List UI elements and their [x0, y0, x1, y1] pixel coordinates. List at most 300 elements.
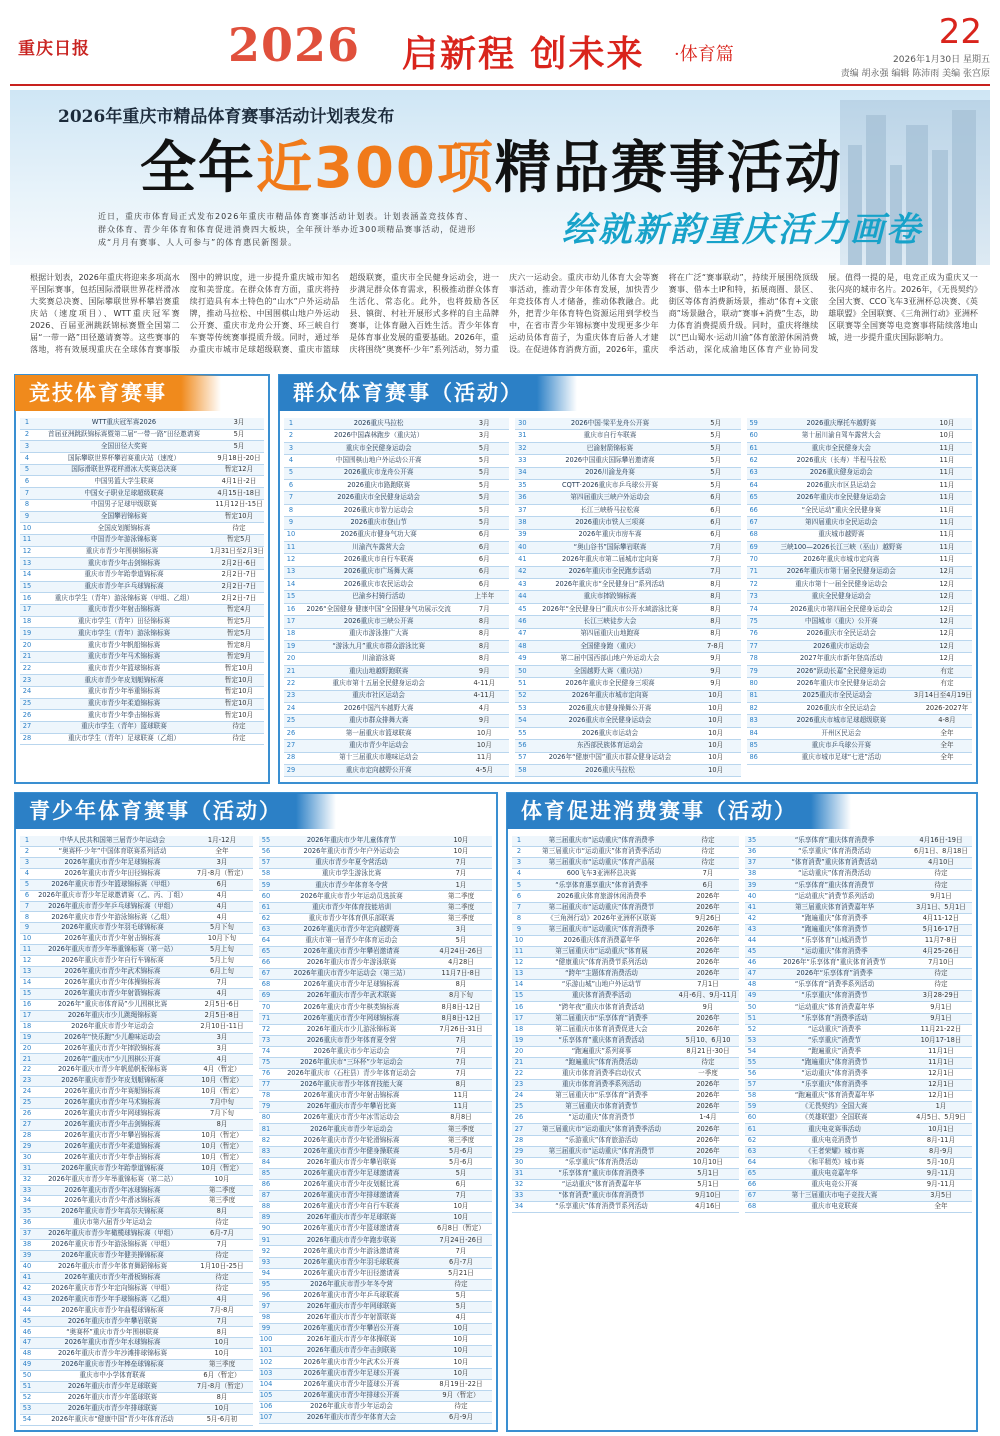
row-number: 74 [261, 1046, 271, 1055]
event-name: 2026年重庆市青少年攀岩公开赛 [303, 1324, 400, 1333]
row-number: 50 [22, 1371, 32, 1380]
table-row [259, 925, 492, 936]
table-row [512, 980, 739, 991]
event-name: 2026年重庆市青少年武术公开赛 [303, 1357, 400, 1366]
table-row [512, 1036, 739, 1047]
event-date: 10月（暂定） [201, 1130, 243, 1139]
event-date: 4-5月 [475, 765, 494, 774]
row-number: 27 [514, 1124, 524, 1133]
event-date: 10月 [453, 1335, 469, 1344]
event-date: 9月 [478, 666, 490, 675]
table-row [284, 691, 509, 703]
event-date: 暂定5月 [227, 535, 251, 544]
table-row [20, 902, 253, 913]
event-name: 2026重庆市区县运动会 [806, 480, 877, 489]
event-name: 重庆体育消费季活动 [571, 991, 632, 1000]
event-name: 2026重庆马拉松 [585, 765, 635, 774]
table-row [745, 1180, 972, 1191]
row-number: 52 [518, 691, 527, 700]
event-date: 7月-8月（暂定） [196, 1382, 248, 1391]
event-name: 2026年重庆市青少年网球联赛 [306, 1302, 397, 1311]
table-row [745, 958, 972, 969]
row-number: 47 [518, 629, 527, 638]
event-date: 12月 [939, 604, 955, 613]
event-name: 2026年重庆市青少年攀岩联赛 [306, 1157, 397, 1166]
event-date: 5月 [710, 468, 722, 477]
row-number: 8 [288, 505, 294, 514]
row-number: 34 [518, 468, 527, 477]
table-row [512, 880, 739, 891]
row-number: 38 [747, 869, 757, 878]
event-name: 全国皮划艇锦标赛 [97, 523, 151, 532]
event-name: 重庆市学生（青年）游泳锦标赛 [77, 628, 171, 637]
table-row [745, 1091, 972, 1102]
event-name: 2026年重庆市青少年游泳邀请赛 [303, 1246, 400, 1255]
event-name: 国际攀联世界杯攀岩赛重庆站（速度） [67, 453, 181, 462]
event-date: 第三季度 [447, 1135, 475, 1144]
event-name: 2026年重庆市青少年运动会 [310, 1401, 393, 1410]
table-row [747, 579, 972, 591]
event-name: 2026年重庆市青少年柔道锦标赛 [64, 1141, 161, 1150]
event-date: 2026年 [696, 1080, 720, 1089]
event-date: 8月 [455, 1080, 467, 1089]
event-date: 全年 [934, 1202, 948, 1211]
event-name: 中国青少年游泳锦标赛 [91, 535, 157, 544]
event-date: 5月上旬 [210, 956, 234, 965]
row-number: 56 [261, 847, 271, 856]
row-number: 4 [516, 869, 522, 878]
event-date: 1月10日-25日 [200, 1262, 244, 1271]
event-date: 2月2日-7日 [221, 593, 257, 602]
table-row [259, 1369, 492, 1380]
event-date: 9月-11月 [926, 1168, 956, 1177]
event-name: 重庆市群众排舞大赛 [348, 716, 409, 725]
event-name: 2026中国汽车越野大赛 [343, 703, 414, 712]
row-number: 25 [514, 1102, 524, 1111]
event-name: 2026年“乐享体育”消费季 [796, 969, 873, 978]
row-number: 83 [261, 1146, 271, 1155]
event-name: 东西部民族体育运动会 [577, 740, 643, 749]
event-date: 11月 [939, 530, 955, 539]
event-date: 10月1日 [928, 1124, 954, 1133]
table-row [259, 1091, 492, 1102]
event-date: 10月 [476, 740, 492, 749]
table-row [745, 925, 972, 936]
table-row [512, 958, 739, 969]
row-number: 76 [749, 629, 758, 638]
table-row [20, 722, 264, 734]
event-date: 10月 [453, 1346, 469, 1355]
row-number: 78 [261, 1091, 271, 1100]
event-date: 11月7日-8日 [441, 969, 481, 978]
event-name: 第二届重庆市“运动重庆”体育消费节 [548, 902, 655, 911]
table-row [512, 1113, 739, 1124]
event-name: 第三届重庆市“运动重庆”体育消费季 [548, 836, 655, 845]
row-number: 53 [747, 1035, 757, 1044]
event-name: 2026重庆市第四届全民健身运动会 [790, 604, 893, 613]
event-date: 待定 [232, 734, 246, 742]
table-row [745, 1113, 972, 1124]
table-column [745, 836, 972, 1426]
row-number: 69 [261, 991, 271, 1000]
row-number: 7 [24, 901, 30, 910]
event-date: 6月-9月 [449, 1413, 473, 1422]
event-name: 重庆电竞公开赛 [811, 1180, 858, 1189]
event-date: 2026年 [696, 891, 720, 900]
row-number: 84 [749, 728, 758, 737]
event-date: 4月 [216, 1054, 228, 1063]
event-date: 10月 [708, 728, 724, 737]
event-date: 10月 [453, 1213, 469, 1222]
table-row [515, 753, 740, 765]
table-row [20, 847, 253, 858]
headline-highlight: 近300项 [256, 136, 495, 201]
event-name: 2026年重庆市青少年攀岩联赛 [67, 1316, 158, 1325]
event-name: 2026重庆市健身操舞公开赛 [568, 703, 652, 712]
row-number: 16 [22, 999, 32, 1008]
event-name: 2026年重庆市青少年网球锦标赛 [303, 1013, 400, 1022]
table-row [20, 1131, 253, 1142]
event-date: 6月 [702, 880, 714, 889]
row-number: 6 [24, 890, 30, 899]
event-date: 6月 [710, 493, 722, 502]
event-date: 2026年 [696, 935, 720, 944]
event-name: 长江三峡桥马拉松赛 [580, 505, 640, 514]
table-row [747, 530, 972, 542]
row-number: 48 [518, 641, 527, 650]
event-date: 待定 [454, 1279, 468, 1288]
row-number: 93 [261, 1257, 271, 1266]
event-name: 2026年重庆市青少年足球联赛 [67, 1382, 158, 1391]
event-date: 4月16日-19日 [919, 836, 963, 845]
row-number: 22 [22, 1065, 32, 1074]
event-date: 6月-7月 [449, 1257, 473, 1266]
row-number: 13 [514, 969, 524, 978]
table-row [259, 1202, 492, 1213]
event-name: 2026年重庆市城市定向赛 [571, 691, 649, 700]
consumption-events-panel [506, 792, 978, 1432]
event-name: 2026年重庆市青少年足球锦标赛 [64, 857, 161, 866]
event-name: 重庆市青少年体育冬令营 [315, 880, 388, 889]
table-row [259, 1102, 492, 1113]
row-number: 29 [514, 1146, 524, 1155]
event-date: 7月10日 [928, 958, 954, 967]
event-date: 第三季度 [447, 1124, 475, 1133]
row-number: 18 [22, 617, 32, 626]
row-number: 28 [22, 1130, 32, 1139]
event-date: 3月5日 [930, 1191, 952, 1200]
event-name: 2026重庆市城市足球超级联赛 [796, 716, 886, 725]
event-name: “跑遍重庆”体育消费嘉年华 [794, 1091, 875, 1100]
row-number: 36 [22, 1218, 32, 1227]
event-name: 2026重庆市广场舞大赛 [343, 567, 414, 576]
event-name: 重庆市青少年乒乓球锦标赛 [84, 582, 164, 591]
event-name: 全国健身跑（重庆） [580, 641, 640, 650]
row-number: 15 [22, 582, 32, 591]
row-number: 47 [747, 969, 757, 978]
event-date: 1月 [935, 1102, 947, 1111]
event-date: 4月5日、5月9日 [916, 1113, 966, 1122]
event-name: “跑遍重庆”体育消费活动 [565, 1058, 638, 1067]
row-number: 28 [514, 1135, 524, 1144]
event-name: 2026年重庆市全民健身运动会 [796, 493, 886, 502]
event-date: 第三季度 [447, 913, 475, 922]
event-date: 7月 [455, 1069, 467, 1078]
event-name: 重庆市青少年围棋锦标赛 [85, 547, 159, 555]
event-name: 《三角洲行动》2026年亚洲杯区联赛 [546, 913, 657, 922]
mass-events-panel [278, 374, 978, 784]
event-date: 12月 [939, 567, 955, 576]
event-name: “乐享体育”消费季活动 [801, 1013, 868, 1022]
row-number: 19 [286, 641, 296, 650]
row-number: 41 [22, 1272, 32, 1281]
row-number: 6 [24, 476, 30, 485]
event-name: 2026年重庆市青少年排球联赛 [67, 1404, 158, 1412]
event-date: 4月 [216, 988, 228, 997]
table-row [259, 836, 492, 847]
event-date: 4月11-12日 [922, 913, 960, 922]
event-date: 10月 [708, 753, 724, 762]
event-date: 5月 [478, 443, 490, 452]
row-number: 24 [22, 1087, 32, 1096]
event-date: 9月1日 [930, 891, 952, 900]
event-name: 2026年重庆市青少年举重锦标赛（第一站） [48, 945, 177, 954]
table-row [259, 1180, 492, 1191]
event-name: 2026年重庆市青少年健身操联赛 [303, 1146, 400, 1155]
youth-events-panel [14, 792, 498, 1432]
row-number: 38 [518, 517, 527, 526]
row-number: 104 [259, 1379, 273, 1388]
event-name: 2026年重庆市少年儿童体育节 [306, 836, 397, 845]
table-row [20, 1098, 253, 1109]
table-row [515, 629, 740, 641]
event-date: 暂定10月 [224, 675, 254, 684]
table-row [20, 1175, 253, 1186]
event-date: 5月上旬 [210, 945, 234, 954]
table-row [512, 1191, 739, 1202]
event-name: 全国攀岩锦标赛 [100, 511, 148, 520]
table-row [515, 567, 740, 579]
table-row [515, 604, 740, 616]
table-row [20, 1164, 253, 1175]
table-row [20, 476, 264, 488]
row-number: 55 [518, 728, 527, 737]
row-number: 68 [261, 980, 271, 989]
event-date: 2026年 [696, 902, 720, 911]
event-date: 8月-11月 [926, 1135, 956, 1144]
row-number: 4 [24, 868, 30, 877]
event-date: 5月1日 [697, 1180, 719, 1189]
table-row [20, 488, 264, 500]
event-date: 2月5日-6日 [204, 999, 240, 1008]
event-date: 8月 [216, 1120, 228, 1129]
event-name: 2026年重庆市青少年自行车联赛 [303, 1202, 400, 1211]
event-date: 11月 [939, 493, 955, 502]
row-number: 79 [749, 666, 758, 675]
event-name: 重庆市电竞联赛 [811, 1202, 858, 1211]
masthead [0, 0, 1000, 86]
table-column [515, 418, 740, 778]
event-date: 9月 [478, 716, 490, 725]
event-name: 2026年“健康中国”重庆市群众健身运动会 [548, 753, 672, 762]
table-row [515, 653, 740, 665]
table-row [745, 891, 972, 902]
table-row [515, 430, 740, 442]
row-number: 107 [259, 1413, 273, 1422]
event-name: 重庆市城市足球“七进”活动 [801, 753, 881, 762]
event-name: 重庆市体育消费季启动仪式 [561, 1069, 642, 1078]
table-row [747, 691, 972, 703]
table-row [20, 430, 264, 442]
table-row [20, 418, 264, 430]
event-name: 第二届中国西部山地户外运动大会 [560, 654, 660, 663]
table-row [20, 1196, 253, 1207]
row-number: 44 [518, 592, 527, 601]
event-name: 2026重庆体育消费嘉年华 [563, 935, 640, 944]
event-date: 6月 [216, 879, 228, 888]
event-date: 暂定8月 [227, 640, 251, 649]
event-name: 2026年重庆市青少年曲棍球锦标赛 [61, 1305, 164, 1314]
row-number: 65 [749, 493, 758, 502]
event-name: “运动重庆”体育消费季 [801, 947, 868, 956]
event-name: 全国越野大赛（重庆站） [573, 666, 647, 675]
table-row [284, 430, 509, 442]
event-name: 重庆市第十五届全民健身运动会 [332, 679, 425, 687]
row-number: 9 [24, 511, 30, 520]
table-row [515, 715, 740, 727]
row-number: 61 [747, 1124, 757, 1133]
row-number: 73 [749, 592, 758, 601]
row-number: 27 [22, 722, 32, 731]
subheadline: 绘就新韵重庆活力画卷 [562, 210, 922, 250]
event-date: 5月 [233, 441, 245, 450]
table-row [259, 1402, 492, 1413]
row-number: 43 [22, 1294, 32, 1303]
event-date: 待定 [934, 969, 948, 978]
event-date: 6月 [710, 517, 722, 526]
event-date: 2026年 [696, 1091, 720, 1100]
row-number: 14 [286, 579, 296, 588]
event-date: 3月 [478, 431, 490, 440]
event-name: 第二届重庆市体育消费促进大会 [555, 1024, 648, 1033]
event-date: 10月（暂定） [201, 1152, 243, 1161]
table-row [284, 616, 509, 628]
table-row [512, 947, 739, 958]
event-date: 5月 [455, 1290, 467, 1299]
row-number: 78 [749, 654, 758, 663]
table-column [20, 836, 253, 1426]
row-number: 38 [22, 1240, 32, 1249]
event-date: 第二季度 [208, 1185, 236, 1194]
event-date: 11月 [939, 555, 955, 564]
table-row [745, 1202, 972, 1213]
event-name: 重庆市青少年体育俱乐部联赛 [308, 913, 395, 922]
event-name: 第三届重庆市“乐享体育”消费季 [555, 1091, 648, 1100]
table-row [20, 1022, 253, 1033]
table-row [747, 468, 972, 480]
event-date: 待定 [701, 858, 715, 867]
table-row [20, 1218, 253, 1229]
row-number: 2 [24, 430, 30, 439]
event-name: 全国田径大奖赛 [100, 441, 148, 450]
table-row [20, 512, 264, 524]
event-date: 7月26日-31日 [439, 1024, 483, 1033]
event-name: 2026中国重庆国际攀岩邀请赛 [565, 455, 655, 464]
table-row [20, 523, 264, 535]
event-name: 2026年重庆市青少年网球锦标赛 [64, 1109, 161, 1118]
event-date: 5月 [233, 430, 245, 439]
event-date: 待定 [934, 980, 948, 989]
event-name: 第三届重庆市“运动重庆”体育消费节 [548, 1146, 655, 1155]
event-name: 巴渝射箭锦标赛 [586, 443, 634, 452]
row-number: 45 [22, 1316, 32, 1325]
table-row [20, 956, 253, 967]
event-date: 2026年 [696, 969, 720, 978]
event-name: 2026重庆市三峡公开赛 [343, 617, 414, 626]
event-date: 5月 [478, 505, 490, 514]
table-row [284, 505, 509, 517]
event-date: 1-4月 [699, 1113, 717, 1122]
event-date: 3月 [216, 1043, 228, 1052]
event-name: 2026年重庆市青少年健美操锦标赛 [61, 1251, 164, 1260]
row-number: 63 [749, 468, 758, 477]
table-row [20, 1338, 253, 1349]
event-date: 12月 [939, 579, 955, 588]
row-number: 10 [22, 523, 32, 532]
table-row [747, 753, 972, 765]
row-number: 44 [747, 935, 757, 944]
event-date: 暂定5月 [227, 628, 251, 637]
main-headline [140, 124, 843, 204]
row-number: 63 [747, 1146, 757, 1155]
event-name: 2026年重庆市全民健身运动会 [796, 679, 886, 687]
table-row [20, 1284, 253, 1295]
table-row [20, 1033, 253, 1044]
event-date: 4-11月 [473, 679, 496, 687]
events-table [284, 418, 972, 778]
event-date: 8月 [478, 617, 490, 626]
event-name: WTT重庆冠军赛2026 [91, 418, 157, 427]
row-number: 27 [22, 1120, 32, 1129]
table-row [20, 1011, 253, 1022]
event-date: 10月 [708, 740, 724, 749]
event-date: 2月2日-6日 [221, 558, 257, 567]
headline-prefix: 全年 [140, 136, 256, 201]
row-number: 67 [261, 969, 271, 978]
event-date: 4月25-26日 [922, 947, 960, 956]
event-date: 10月（暂定） [201, 1076, 243, 1085]
event-name: 2026年重庆市青少年击剑锦标赛 [64, 1120, 161, 1129]
table-row [747, 715, 972, 727]
table-row [20, 734, 264, 746]
event-name: 重庆全民健身运动会 [811, 592, 871, 601]
event-date: 5月 [710, 480, 722, 489]
row-number: 69 [749, 542, 758, 551]
event-name: 2026年重庆市青少年乒乓球锦标赛（甲组） [48, 901, 177, 910]
intro-article: 根据计划表，2026年重庆将迎来多项高水平国际赛事，包括国际滑联世界花样滑冰大奖赛总决赛、国际攀联世界杯攀岩赛重庆站（速度项目）、WTT重庆冠军赛2026、百届亚洲跳跃锦标赛暨全国第二届“一带一路”田径邀请赛等。这些赛事的落地，将有效展现重庆在全球体育赛事版图中的辨识度，进一步提升重庆城市知名度和美誉度。在群众体育方面，重庆将持续打造具有本土特色的“山水”户外运动品牌，推动马拉松、中国围棋山地户外运动公开赛、重庆市龙舟公开赛、环三峡自行车赛等传统赛事提质升级。同时，通过举办重庆市城市足球超级联赛、重庆市篮球超级联赛，重庆市全民健身运动会，进一步满足群众体育需求，积极推动群众体育生活化、常态化。此外，也将鼓励各区县、镇街、村社开展形式多样的自主品牌赛事，让体育融入百姓生活。青少年体育是体育事业发展的重要基础。2026年，重庆将围绕“奥赛杯·少年”系列活动，努力重庆六一运动会。重庆市幼儿体育大会等赛事活动，推动青少年体育发展，加快青少年竞技体育人才储备，推动体教融合。此外，把青少年体育特色资源运用到学校当中，在省市青少年锦标赛中发现更多少年运动员体育苗子，为重庆体育后备人才建设。在促进体育消费方面，2026年，重庆将在广泛“赛事联动”，持续开展围绕顶级赛事、借本土IP和特，拓展商圈、景区、街区等体育消费新场景，推动“体育+文旅商”场景融合，联动“赛事+消费”生态，助力体育消费提质升级。同时，重庆将继续以“巴山蜀水·运动川渝”体育旅游休闲消费季活动，深化成渝地区体育产业协同发展。值得一提的是，电竞正成为重庆又一张闪亮的城市名片。2026年，《无畏契约》全国大赛、CCO飞车3亚洲杯总决赛、《英雄联盟》全国联赛、《三角洲行动》亚洲杯区联赛等全国赛等电竞赛事将陆续落地山城，进一步提升重庆国际影响力。 [30, 273, 978, 354]
event-name: 2026重庆市运动会 [813, 641, 870, 650]
event-date: 4月 [216, 1294, 228, 1303]
event-date: 12月 [939, 641, 955, 650]
event-date: 12月1日 [928, 1069, 954, 1078]
event-name: 第十三届重庆市趣味运动会 [339, 753, 419, 762]
table-row [284, 443, 509, 455]
event-name: 2026年重庆市青少年运动会 [310, 1124, 393, 1133]
event-date: 2026年 [696, 947, 720, 956]
event-name: 巴渝乡村骑行活动 [352, 592, 406, 601]
event-name: 2026年重庆市青少年攀岩比赛 [306, 1102, 397, 1111]
table-row [745, 1191, 972, 1202]
